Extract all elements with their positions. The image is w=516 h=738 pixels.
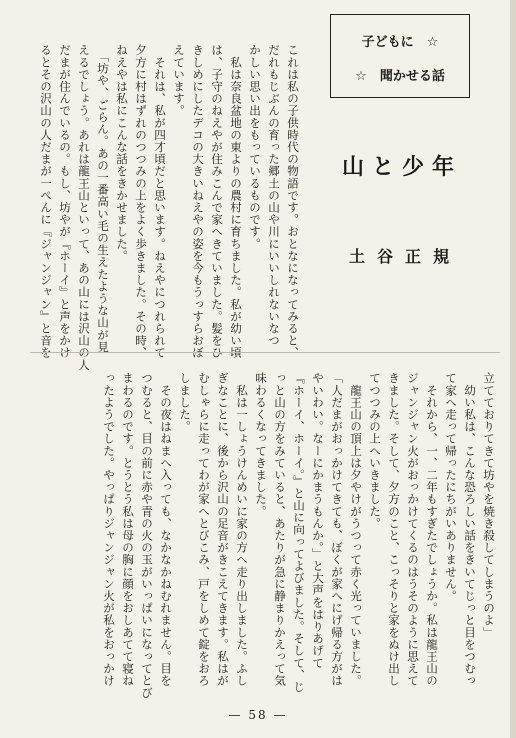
lower-text-line: しました。 [178, 372, 192, 433]
upper-text-line: きしめにしたデコの大きいねえやの姿を今もうっすらおぼ [191, 44, 205, 359]
lower-text-line: ぎなことに、後から沢山の足音がきこえてきます。私はが [216, 372, 230, 687]
lower-text-line: 幼い私は、こんな恐ろしい話をきいてじっと目をつむっ [463, 372, 477, 687]
series-heading-line-1: 子どもに ☆ [361, 35, 439, 50]
upper-left-text-block [39, 44, 302, 371]
page-number: — 58 — [228, 708, 288, 722]
upper-text-line: これは私の子供時代の物語です。おとなになってみると、 [286, 44, 300, 359]
upper-text-line: かしい思い出をもっているものです。 [248, 44, 262, 250]
upper-text-line: えています。 [172, 44, 186, 117]
lower-text-block [24, 372, 498, 699]
upper-text-line: えるでしょう。あれは龍王山といって、あの山には沢山の人 [77, 44, 91, 371]
upper-text-line: 私は奈良盆地の東よりの農村に育ちました。私が幼い頃 [229, 44, 243, 359]
lower-text-line: きました。そして、夕方のこと、こっそりと家をぬけ出し [387, 372, 401, 687]
lower-text-line: 『ホーイ、ホーイ。』と山に向ってよびました。そして、じ [292, 372, 306, 693]
upper-text-line: るとその沢山の人だまが一ぺんに『ジャンジャン』と音を [39, 44, 53, 359]
upper-text-line: 「坊や、ごらん。あの一番高い毛の生えたような山が見 [96, 44, 110, 353]
lower-text-line: まわるのです。とうとう私は母の胸に顔をおしあてて寝ね [121, 372, 135, 687]
upper-text-line: それは、私が四才頃だと思います。ねえやにつれられて [153, 44, 167, 359]
lower-text-line: 「人だまがおっかけてきても、ぼくが家へにげ帰る方がは [330, 372, 344, 687]
lower-text-line: ったようでした。やっぱりジャンジャン火が私をおっかけ [102, 372, 116, 687]
lower-text-line: て家へ走って帰ったにちがいありません。 [444, 372, 458, 602]
upper-text-line: だまが住んでいるの。もし、坊やが『ホーイ』と声をかけ [58, 44, 72, 359]
upper-text-line: ねえやは私にこんな話をきかせました。 [115, 44, 129, 262]
lower-text-line: ジャンジャン火がおっかけてくるのはうそのように思えて [406, 372, 420, 687]
lower-text-line: 私は一しょうけんめいに家の方へ走り出しました。ふし [235, 372, 249, 687]
lower-text-line: その夜はねまへ入っても、なかなかねむれません。目を [159, 372, 173, 687]
lower-text-line: てつつみの上へいきました。 [368, 372, 382, 530]
section-divider [30, 352, 500, 353]
lower-text-line: やいわい。なーにかまうもんか。」と大声をはりあげて [311, 372, 325, 669]
lower-text-line: つむると、目の前に赤や青の火の玉がいっぱいになってとび [140, 372, 154, 699]
scan-edge-shadow [510, 0, 516, 738]
lower-text-line: 立てておりてきて坊やを焼き殺してしまうのよ」 [482, 372, 496, 639]
series-heading-line-2: ☆ 聞かせる話 [355, 69, 445, 84]
lower-text-line: っと山の方をみていると、あたりが急に静まりかえって気 [273, 372, 287, 687]
lower-text-line: むしゃらに走ってわが家へとびこみ、戸をしめて錠をおろ [197, 372, 211, 687]
author-name: 土谷正規 [348, 247, 461, 266]
lower-text-line: 龍王山の頂上は夕やけがうつって赤く光っていました。 [349, 372, 363, 687]
upper-text-line: だれもじぶんの育った郷土の山や川にいいしれないなつ [267, 44, 281, 347]
upper-text-line: 夕方に村はずれのつつみの上をよく歩きました。その時、 [134, 44, 148, 359]
series-heading-box [330, 14, 470, 98]
upper-text-line: は、子守のねえやが住みこんで家へきていました。髪をひ [210, 44, 224, 359]
lower-text-line: 味わるくなってきました。 [254, 372, 268, 518]
story-title: 山と少年 [341, 155, 462, 180]
lower-text-line: それから、一、二年もすぎたでしょうか。私は龍王山の [425, 372, 439, 687]
